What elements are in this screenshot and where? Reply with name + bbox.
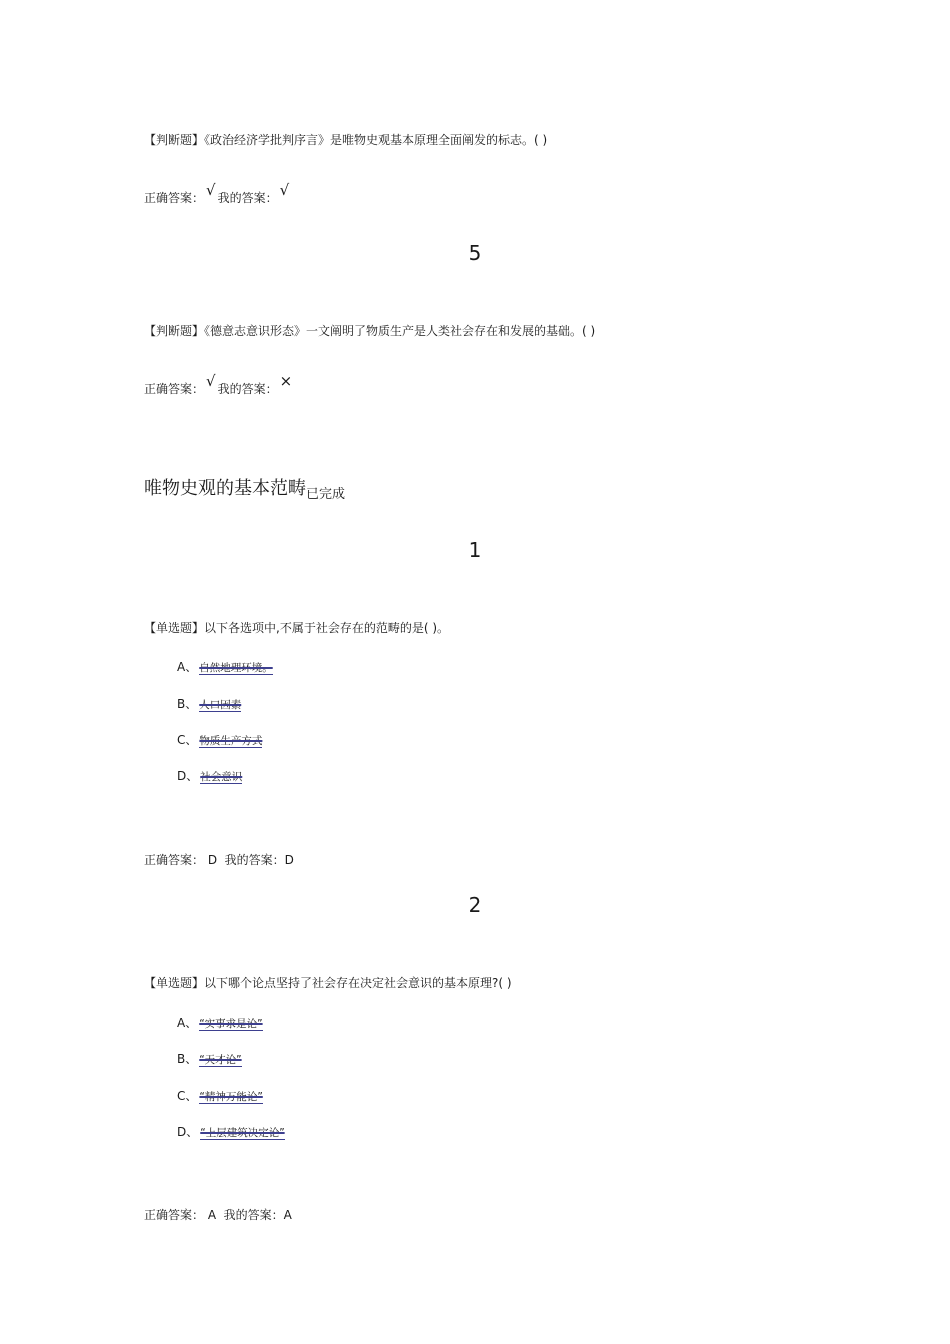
option-text: “天才论” [199,1054,242,1066]
option-a[interactable] [177,1014,263,1031]
option-text: 社会意识 [200,771,243,783]
option-text: “上层建筑决定论” [200,1127,285,1139]
section-title-text: 唯物史观的基本范畴 [144,478,306,499]
option-c[interactable] [177,1087,263,1104]
question-text: 【单选题】以下哪个论点坚持了社会存在决定社会意识的基本原理?( ) [144,976,512,990]
option-d[interactable] [177,767,242,784]
question-text: 【单选题】以下各选项中,不属于社会存在的范畴的是( )。 [144,621,449,635]
section-title [144,474,345,500]
option-c[interactable] [177,731,262,748]
option-text: “精神万能论” [199,1091,263,1103]
option-text: 自然地理环境。 [199,662,273,674]
question-number: 5 [468,241,482,265]
question-number: 2 [468,893,482,917]
my-answer-mark: × [279,372,293,390]
option-text: 人口因素 [199,699,242,711]
answer-line: 正确答案： A 我的答案：A [144,1208,292,1222]
option-letter: C、 [177,733,198,747]
my-answer-mark: √ [279,181,290,199]
answer-line [144,372,294,397]
question-number: 1 [468,538,482,562]
option-d[interactable] [177,1123,285,1140]
my-answer-label: 我的答案： [217,382,278,396]
answer-line [144,181,291,206]
option-letter: D、 [177,1125,199,1139]
option-letter: B、 [177,697,198,711]
section-status: 已完成 [306,487,346,502]
correct-answer-mark: √ [206,181,216,199]
option-a[interactable] [177,658,273,675]
my-answer-label: 我的答案： [217,191,278,205]
question-text: 【判断题】《德意志意识形态》一文阐明了物质生产是人类社会存在和发展的基础。( ) [144,324,596,338]
correct-answer-label: 正确答案： [144,191,205,205]
option-b[interactable] [177,1050,242,1067]
option-b[interactable] [177,695,241,712]
option-text: “实事求是论” [199,1018,263,1030]
option-text: 物质生产方式 [199,735,263,747]
option-letter: C、 [177,1089,198,1103]
answer-line: 正确答案： D 我的答案：D [144,853,294,867]
question-text: 【判断题】《政治经济学批判序言》是唯物史观基本原理全面阐发的标志。( ) [144,133,548,147]
option-letter: A、 [177,660,198,674]
option-letter: B、 [177,1052,198,1066]
correct-answer-mark: √ [206,372,216,390]
option-letter: D、 [177,769,199,783]
option-letter: A、 [177,1016,198,1030]
correct-answer-label: 正确答案： [144,382,205,396]
